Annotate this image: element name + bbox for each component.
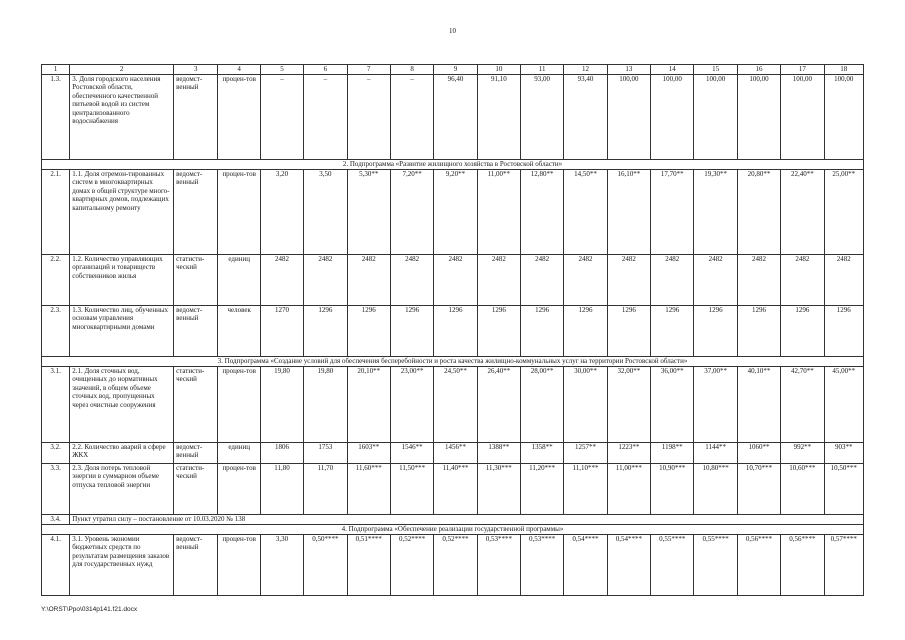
indicator-source: ведомст-венный <box>174 443 218 464</box>
column-header: 12 <box>564 65 607 75</box>
year-value: 28,00** <box>521 367 564 443</box>
year-value: – <box>304 75 347 160</box>
indicator-name: 2.1. Доля сточных вод, очищенных до нормативных значений, в общем объеме сточных вод, пропущенных через очистные сооружения <box>70 367 174 443</box>
year-value: 0,56**** <box>737 535 780 596</box>
year-value: 1388** <box>477 443 520 464</box>
year-value: 992** <box>781 443 824 464</box>
indicator-source: статисти-ческий <box>174 367 218 443</box>
year-value: 40,10** <box>737 367 780 443</box>
year-value: 10,80*** <box>694 464 737 515</box>
indicator-unit: единиц <box>218 443 260 464</box>
year-value: 7,20** <box>390 170 433 255</box>
year-value: 1358** <box>521 443 564 464</box>
year-value: 9,20** <box>434 170 477 255</box>
row-number: 2.2. <box>42 255 70 306</box>
year-value: 1296 <box>434 306 477 357</box>
year-value: 11,80 <box>260 464 303 515</box>
year-value: 91,10 <box>477 75 520 160</box>
year-value: 1753 <box>304 443 347 464</box>
year-value: 1296 <box>390 306 433 357</box>
repealed-row <box>42 515 864 525</box>
year-value: 1806 <box>260 443 303 464</box>
column-header: 2 <box>70 65 174 75</box>
subprogram-header-row <box>42 160 864 170</box>
year-value: 11,40*** <box>434 464 477 515</box>
indicator-source: ведомст-венный <box>174 170 218 255</box>
year-value: 1198** <box>651 443 694 464</box>
year-value: 11,50*** <box>390 464 433 515</box>
year-value: 10,60*** <box>781 464 824 515</box>
table-row <box>42 255 864 306</box>
row-number: 2.1. <box>42 170 70 255</box>
table-row <box>42 170 864 255</box>
year-value: 0,57**** <box>824 535 863 596</box>
year-value: – <box>347 75 390 160</box>
indicator-name: 2.3. Доля потерь тепловой энергии в суммарном объеме отпуска тепловой энергии <box>70 464 174 515</box>
year-value: 10,70*** <box>737 464 780 515</box>
year-value: 100,00 <box>737 75 780 160</box>
subprogram-title: 2. Подпрограмма «Развитие жилищного хозяйства в Ростовской области» <box>42 160 864 170</box>
year-value: 2482 <box>564 255 607 306</box>
column-header: 11 <box>521 65 564 75</box>
year-value: 11,20*** <box>521 464 564 515</box>
year-value: 0,52**** <box>390 535 433 596</box>
indicator-unit: процен-тов <box>218 170 260 255</box>
year-value: 1456** <box>434 443 477 464</box>
year-value: 19,80 <box>304 367 347 443</box>
year-value: 1296 <box>607 306 650 357</box>
year-value: 1296 <box>824 306 863 357</box>
year-value: 2482 <box>521 255 564 306</box>
column-header: 15 <box>694 65 737 75</box>
year-value: 2482 <box>651 255 694 306</box>
year-value: 1270 <box>260 306 303 357</box>
year-value: 0,55**** <box>694 535 737 596</box>
indicator-source: статисти-ческий <box>174 255 218 306</box>
row-number: 3.4. <box>42 515 70 525</box>
page-number: 10 <box>449 27 456 35</box>
column-header: 7 <box>347 65 390 75</box>
year-value: 93,00 <box>521 75 564 160</box>
year-value: 1296 <box>477 306 520 357</box>
indicator-unit: процен-тов <box>218 367 260 443</box>
year-value: 1296 <box>737 306 780 357</box>
column-header: 17 <box>781 65 824 75</box>
year-value: 20,80** <box>737 170 780 255</box>
indicator-name: 1.3. Количество лиц, обученных основам управления многоквартирными домами <box>70 306 174 357</box>
indicators-table <box>41 64 864 596</box>
column-header: 9 <box>434 65 477 75</box>
year-value: 0,55**** <box>651 535 694 596</box>
year-value: 1257** <box>564 443 607 464</box>
subprogram-title: 3. Подпрограмма «Создание условий для обеспечения бесперебойности и роста качества жилищно-коммунальных услуг на территории Ростовской области» <box>42 357 864 367</box>
year-value: 11,00*** <box>607 464 650 515</box>
indicator-name: 3. Доля городского населения Ростовской области, обеспеченного качественной питьевой водой из систем централизованного водоснабжения <box>70 75 174 160</box>
year-value: 0,54**** <box>607 535 650 596</box>
table-row <box>42 75 864 160</box>
indicator-source: статисти-ческий <box>174 464 218 515</box>
table-row <box>42 443 864 464</box>
year-value: 93,40 <box>564 75 607 160</box>
year-value: 10,50*** <box>824 464 863 515</box>
year-value: 20,10** <box>347 367 390 443</box>
column-header: 14 <box>651 65 694 75</box>
year-value: 16,10** <box>607 170 650 255</box>
year-value: 100,00 <box>607 75 650 160</box>
year-value: 2482 <box>390 255 433 306</box>
indicator-unit: процен-тов <box>218 75 260 160</box>
indicator-name: 1.2. Количество управляющих организаций и товариществ собственников жилья <box>70 255 174 306</box>
year-value: 23,00** <box>390 367 433 443</box>
column-header: 10 <box>477 65 520 75</box>
column-header: 16 <box>737 65 780 75</box>
year-value: 2482 <box>781 255 824 306</box>
row-number: 3.2. <box>42 443 70 464</box>
year-value: 0,53**** <box>477 535 520 596</box>
subprogram-header-row <box>42 525 864 535</box>
year-value: 19,30** <box>694 170 737 255</box>
year-value: 37,00** <box>694 367 737 443</box>
year-value: 10,90*** <box>651 464 694 515</box>
year-value: 100,00 <box>824 75 863 160</box>
column-header: 4 <box>218 65 260 75</box>
row-number: 4.1. <box>42 535 70 596</box>
year-value: 24,50** <box>434 367 477 443</box>
indicator-unit: процен-тов <box>218 535 260 596</box>
column-header: 13 <box>607 65 650 75</box>
row-number: 3.1. <box>42 367 70 443</box>
year-value: 11,00** <box>477 170 520 255</box>
year-value: 11,10*** <box>564 464 607 515</box>
year-value: 14,50** <box>564 170 607 255</box>
year-value: 19,80 <box>260 367 303 443</box>
year-value: 32,00** <box>607 367 650 443</box>
year-value: 1296 <box>564 306 607 357</box>
indicator-unit: человек <box>218 306 260 357</box>
year-value: 11,30*** <box>477 464 520 515</box>
year-value: 2482 <box>260 255 303 306</box>
year-value: 0,50**** <box>304 535 347 596</box>
table-row <box>42 306 864 357</box>
year-value: 12,80** <box>521 170 564 255</box>
year-value: 5,30** <box>347 170 390 255</box>
year-value: 0,51**** <box>347 535 390 596</box>
row-number: 2.3. <box>42 306 70 357</box>
year-value: 0,54**** <box>564 535 607 596</box>
year-value: 0,53**** <box>521 535 564 596</box>
year-value: 1296 <box>651 306 694 357</box>
year-value: 1603** <box>347 443 390 464</box>
year-value: 100,00 <box>694 75 737 160</box>
column-header: 18 <box>824 65 863 75</box>
year-value: 0,56**** <box>781 535 824 596</box>
year-value: 2482 <box>737 255 780 306</box>
year-value: 2482 <box>477 255 520 306</box>
year-value: 1296 <box>304 306 347 357</box>
indicator-name: 2.2. Количество аварий в сфере ЖКХ <box>70 443 174 464</box>
year-value: 3,20 <box>260 170 303 255</box>
year-value: 96,40 <box>434 75 477 160</box>
column-header: 6 <box>304 65 347 75</box>
column-header: 3 <box>174 65 218 75</box>
indicator-name: 3.1. Уровень экономии бюджетных средств по результатам размещения заказов для государственных нужд <box>70 535 174 596</box>
year-value: 1296 <box>781 306 824 357</box>
column-header: 8 <box>390 65 433 75</box>
indicator-name: 1.1. Доля отремон-тированных систем в многоквартирных домах в общей структуре много-квартирных домов, подлежащих капитальному ремонту <box>70 170 174 255</box>
subprogram-title: 4. Подпрограмма «Обеспечение реализации государственной программы» <box>42 525 864 535</box>
column-header: 1 <box>42 65 70 75</box>
year-value: 45,00** <box>824 367 863 443</box>
year-value: 1060** <box>737 443 780 464</box>
year-value: 2482 <box>304 255 347 306</box>
table-row <box>42 464 864 515</box>
year-value: 2482 <box>607 255 650 306</box>
year-value: – <box>260 75 303 160</box>
year-value: 1296 <box>694 306 737 357</box>
year-value: 1223** <box>607 443 650 464</box>
year-value: – <box>390 75 433 160</box>
year-value: 11,70 <box>304 464 347 515</box>
year-value: 3,30 <box>260 535 303 596</box>
year-value: 1144** <box>694 443 737 464</box>
indicator-source: ведомст-венный <box>174 75 218 160</box>
year-value: 26,40** <box>477 367 520 443</box>
row-number: 1.3. <box>42 75 70 160</box>
year-value: 1546** <box>390 443 433 464</box>
year-value: 22,40** <box>781 170 824 255</box>
year-value: 2482 <box>694 255 737 306</box>
year-value: 25,00** <box>824 170 863 255</box>
year-value: 2482 <box>347 255 390 306</box>
year-value: 903** <box>824 443 863 464</box>
indicator-source: ведомст-венный <box>174 306 218 357</box>
indicator-unit: единиц <box>218 255 260 306</box>
year-value: 17,70** <box>651 170 694 255</box>
table-row <box>42 367 864 443</box>
year-value: 100,00 <box>781 75 824 160</box>
year-value: 3,50 <box>304 170 347 255</box>
year-value: 1296 <box>521 306 564 357</box>
year-value: 2482 <box>434 255 477 306</box>
year-value: 11,60*** <box>347 464 390 515</box>
year-value: 42,70** <box>781 367 824 443</box>
indicator-unit: процен-тов <box>218 464 260 515</box>
year-value: 1296 <box>347 306 390 357</box>
table-row <box>42 535 864 596</box>
file-path-footer: Y:\ORST\Ppo\0314p141.f21.docx <box>41 606 138 613</box>
indicator-source: ведомст-венный <box>174 535 218 596</box>
year-value: 2482 <box>824 255 863 306</box>
row-number: 3.3. <box>42 464 70 515</box>
repealed-note: Пункт утратил силу – постановление от 10.03.2020 № 138 <box>70 515 864 525</box>
year-value: 36,00** <box>651 367 694 443</box>
year-value: 0,52**** <box>434 535 477 596</box>
header-row <box>42 65 864 75</box>
subprogram-header-row <box>42 357 864 367</box>
year-value: 30,00** <box>564 367 607 443</box>
column-header: 5 <box>260 65 303 75</box>
year-value: 100,00 <box>651 75 694 160</box>
